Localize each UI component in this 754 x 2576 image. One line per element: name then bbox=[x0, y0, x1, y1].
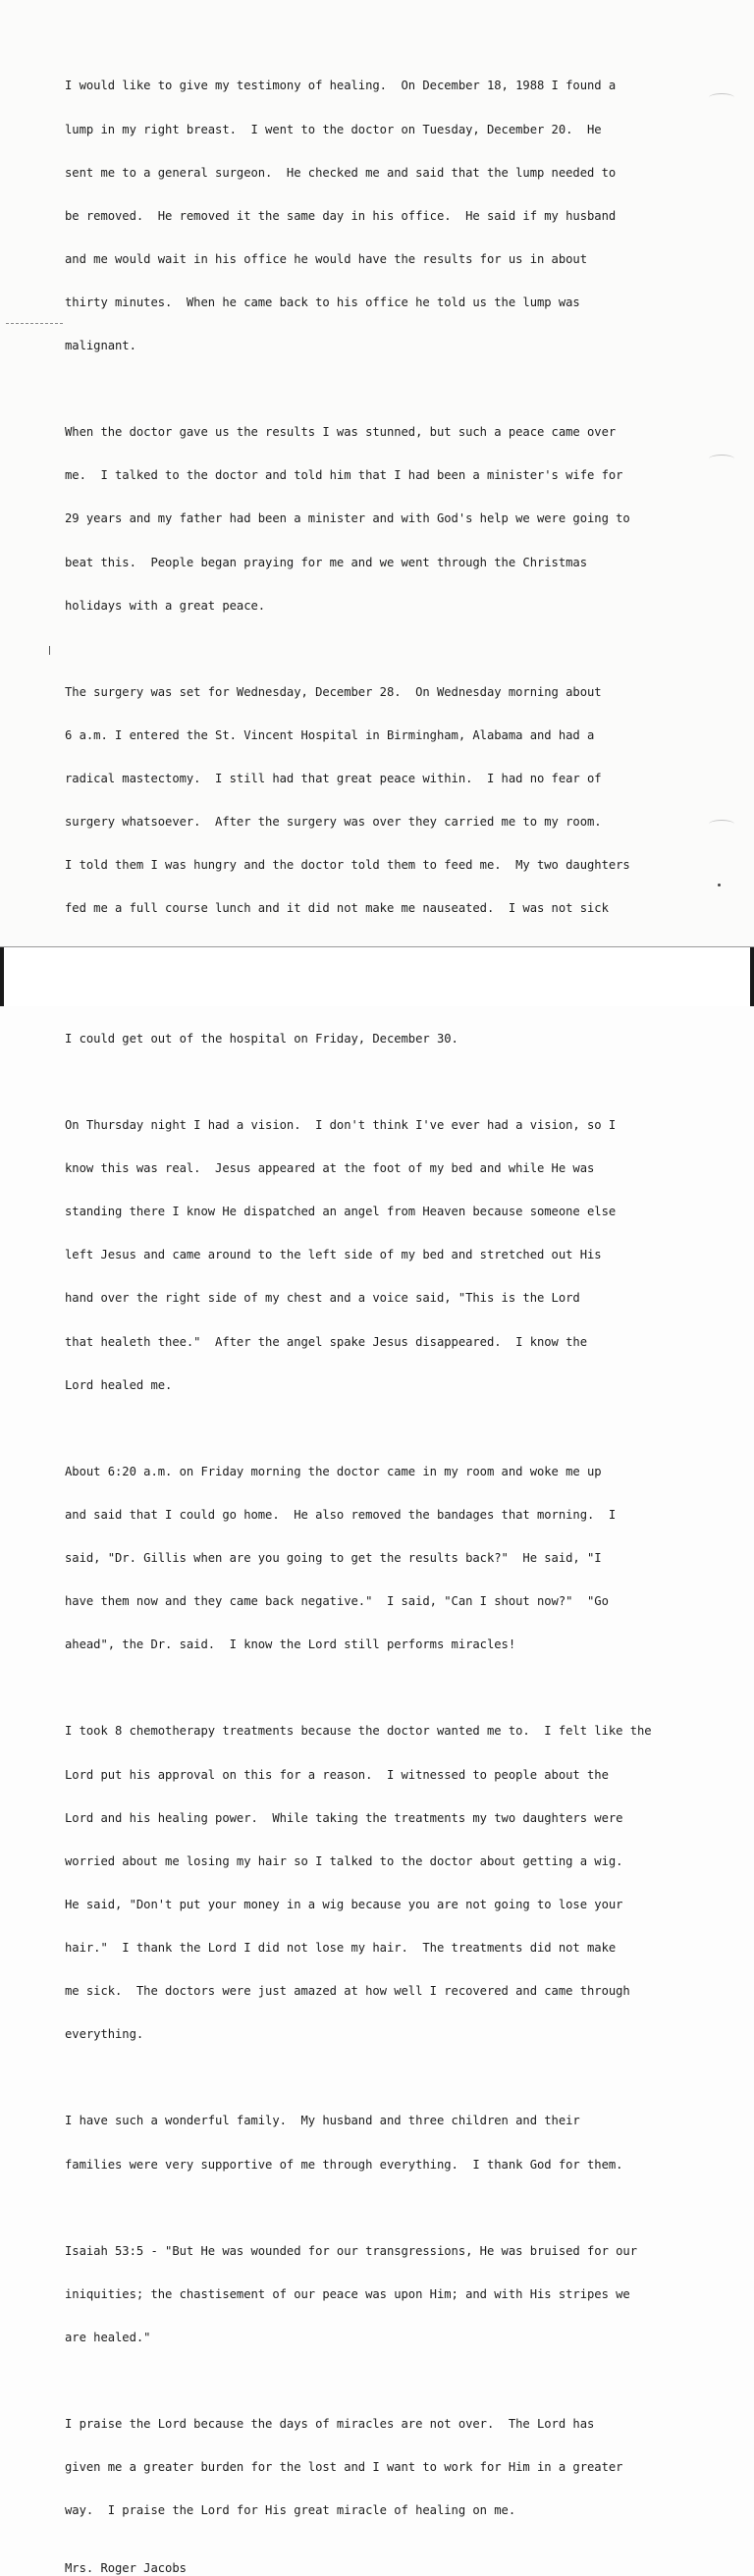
text-line: 29 years and my father had been a minister and with God's help we were going to bbox=[65, 511, 630, 526]
text-line: families were very supportive of me through everything. I thank God for them. bbox=[65, 2157, 623, 2172]
scanner-bed-area bbox=[0, 946, 754, 1006]
paragraph-3 bbox=[65, 657, 693, 1075]
text-line: said, "Dr. Gillis when are you going to get the results back?" He said, "I bbox=[65, 1551, 602, 1566]
text-line: beat this. People began praying for me and we went through the Christmas bbox=[65, 555, 587, 569]
text-line: I would like to give my testimony of healing. On December 18, 1988 I found a bbox=[65, 79, 617, 93]
signature-line: Mrs. Roger Jacobs bbox=[65, 2561, 187, 2576]
paragraph-8-scripture bbox=[65, 2215, 693, 2374]
scan-artifact-dot bbox=[718, 884, 721, 886]
text-line: holidays with a great peace. bbox=[65, 598, 266, 613]
paragraph-2 bbox=[65, 397, 693, 642]
text-line: are healed." bbox=[65, 2330, 151, 2344]
text-line: and said that I could go home. He also removed the bandages that morning. I bbox=[65, 1507, 617, 1522]
text-line: know this was real. Jesus appeared at the foot of my bed and while He was bbox=[65, 1161, 595, 1176]
scan-artifact-dashes bbox=[6, 323, 63, 324]
text-line: everything. bbox=[65, 2027, 144, 2042]
text-line: I told them I was hungry and the doctor told them to feed me. My two daughters bbox=[65, 858, 630, 873]
paragraph-5 bbox=[65, 1435, 693, 1681]
text-line: worried about me losing my hair so I talked to the doctor about getting a wig. bbox=[65, 1853, 623, 1868]
paragraph-9 bbox=[65, 2388, 693, 2548]
text-line: I could get out of the hospital on Friday, December 30. bbox=[65, 1031, 458, 1046]
text-line: Lord and his healing power. While taking the treatments my two daughters were bbox=[65, 1810, 623, 1825]
paragraph-6 bbox=[65, 1695, 693, 2070]
text-line: me sick. The doctors were just amazed at how well I recovered and came through bbox=[65, 1984, 630, 1999]
margin-tick-mark bbox=[49, 646, 50, 655]
text-line: given me a greater burden for the lost and I want to work for Him in a greater bbox=[65, 2460, 623, 2475]
text-line: and me would wait in his office he would have the results for us in about bbox=[65, 251, 587, 266]
text-line: be removed. He removed it the same day in his office. He said if my husband bbox=[65, 208, 617, 223]
text-line: thirty minutes. When he came back to his office he told us the lump was bbox=[65, 295, 580, 309]
text-line: I have such a wonderful family. My husband and three children and their bbox=[65, 2114, 580, 2128]
text-line: way. I praise the Lord for His great miracle of healing on me. bbox=[65, 2503, 516, 2518]
text-line: fed me a full course lunch and it did not make me nauseated. I was not sick bbox=[65, 901, 609, 916]
scan-artifact-mark bbox=[709, 820, 734, 829]
text-line: Isaiah 53:5 - "But He was wounded for our transgressions, He was bruised for our bbox=[65, 2243, 638, 2258]
text-line: Lord healed me. bbox=[65, 1377, 173, 1392]
text-line: I praise the Lord because the days of miracles are not over. The Lord has bbox=[65, 2417, 595, 2432]
text-line: About 6:20 a.m. on Friday morning the doctor came in my room and woke me up bbox=[65, 1464, 602, 1478]
text-line: hair." I thank the Lord I did not lose my hair. The treatments did not make bbox=[65, 1941, 617, 1956]
paragraph-7 bbox=[65, 2085, 693, 2201]
paragraph-1 bbox=[65, 50, 693, 382]
text-line: surgery whatsoever. After the surgery was over they carried me to my room. bbox=[65, 815, 602, 830]
text-line: Lord put his approval on this for a reason. I witnessed to people about the bbox=[65, 1767, 609, 1782]
text-line: left Jesus and came around to the left side of my bed and stretched out His bbox=[65, 1248, 602, 1262]
text-line: malignant. bbox=[65, 339, 136, 353]
text-line: standing there I know He dispatched an angel from Heaven because someone else bbox=[65, 1205, 617, 1219]
text-line: 6 a.m. I entered the St. Vincent Hospital in Birmingham, Alabama and had a bbox=[65, 728, 595, 743]
text-line: lump in my right breast. I went to the doctor on Tuesday, December 20. He bbox=[65, 122, 602, 136]
text-line: He said, "Don't put your money in a wig because you are not going to lose your bbox=[65, 1897, 623, 1911]
text-line: When the doctor gave us the results I was stunned, but such a peace came over bbox=[65, 425, 617, 440]
text-line: have them now and they came back negative." I said, "Can I shout now?" "Go bbox=[65, 1594, 609, 1609]
text-line: On Thursday night I had a vision. I don't think I've ever had a vision, so I bbox=[65, 1117, 617, 1132]
text-line: iniquities; the chastisement of our peace was upon Him; and with His stripes we bbox=[65, 2286, 630, 2301]
text-line: me. I talked to the doctor and told him that I had been a minister's wife for bbox=[65, 468, 623, 483]
text-line: I took 8 chemotherapy treatments because the doctor wanted me to. I felt like the bbox=[65, 1724, 652, 1739]
scan-artifact-mark bbox=[709, 93, 734, 102]
text-line: ahead", the Dr. said. I know the Lord still performs miracles! bbox=[65, 1637, 516, 1652]
text-line: hand over the right side of my chest and a voice said, "This is the Lord bbox=[65, 1291, 580, 1306]
text-line: The surgery was set for Wednesday, December 28. On Wednesday morning about bbox=[65, 684, 602, 699]
testimony-letter bbox=[65, 50, 693, 2576]
text-line: sent me to a general surgeon. He checked me and said that the lump needed to bbox=[65, 165, 617, 180]
scan-artifact-mark bbox=[709, 455, 734, 463]
paragraph-4 bbox=[65, 1090, 693, 1422]
scan-edge-left bbox=[0, 947, 4, 1006]
scan-edge-right bbox=[750, 947, 754, 1006]
text-line: radical mastectomy. I still had that great peace within. I had no fear of bbox=[65, 772, 602, 786]
text-line: that healeth thee." After the angel spake Jesus disappeared. I know the bbox=[65, 1334, 587, 1349]
